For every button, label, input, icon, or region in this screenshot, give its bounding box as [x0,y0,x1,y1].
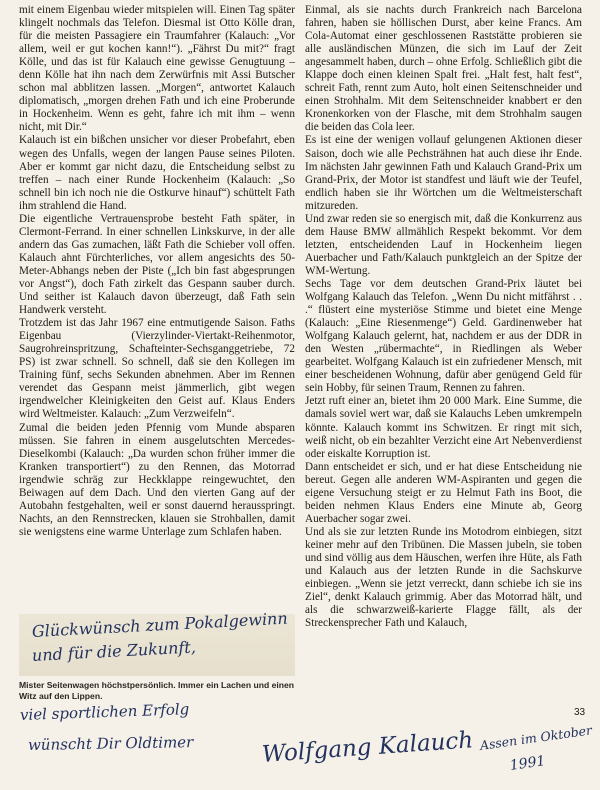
article-paragraph: Jetzt ruft einer an, bietet ihm 20 000 Mark. Eine Summe, die damals soviel wert war, daß sie Kalauchs Leben umkrempeln könnte. Kalauch kommt ins Schwitzen. Er ringt mit sich, weiß nicht, ob ein bezahlter Verzicht eine Art Nebenverdienst oder eiskalte Korruption ist. [305,395,582,460]
article-paragraph: Einmal, als sie nachts durch Frankreich nach Barcelona fahren, haben sie höllischen Durst, aber keine Francs. Am Cola-Automat einer geschlossenen Raststätte probieren sie alle ausländischen Münzen, die sich im Lauf der Zeit angesammelt haben, durch – ohne Erfolg. Schließlich gibt die Klappe doch einen kleinen Spalt frei. „Halt fest, halt fest“, schreit Fath, rennt zum Auto, holt einen Seitenschneider und einen Strohhalm. Mit dem Seitenschneider knabbert er den Kronenkorken von der Flasche, mit dem Strohhalm saugen die beiden das Cola leer. [305,4,582,134]
handwritten-dedication-line-4: wünscht Dir Oldtimer [27,733,194,754]
handwritten-place-note: Assen im Oktober [478,722,593,753]
article-paragraph: Und zwar reden sie so energisch mit, daß die Konkurrenz aus dem Hause BMW allmählich Respekt bekommt. Vor dem letzten, entscheidenden Lauf in Hockenheim liegen Auerbacher und Fath/Kalauch punktgleich an der Spitze der WM-Wertung. [305,212,582,277]
article-paragraph: Die eigentliche Vertrauensprobe besteht Fath später, in Clermont-Ferrand. In einer schnellen Linkskurve, in der alle andern das Gas zumachen, läßt Fath die Schieber voll offen. Kalauch ahnt Fürchterliches, vor allem angesichts des 50-Meter-Abhangs neben der Piste („Ich bin fast abgesprungen vor Angst“), doch Fath zirkelt das Gespann sauber durch. Und seither ist Kalauch davon überzeugt, daß Fath sein Handwerk versteht. [19,212,295,317]
handwritten-dedication-line-1: Glückwünsch zum Pokalgewinn [31,608,289,641]
article-paragraph: Trotzdem ist das Jahr 1967 eine entmutigende Saison. Faths Eigenbau (Vierzylinder-Viertakt-Reihenmotor, Saugrohreinspritzung, Schafteinter-Sechsganggetriebe, 72 PS) ist zwar schnell. So schnell, daß sie den Kollegen im Training fünf, sechs Sekunden abnehmen. Aber im Rennen verendet das Gespann meist jämmerlich, gibt wegen irgendwelcher Kleinigkeiten den Geist auf. Klaus Enders wird Weltmeister. Kalauch: „Zum Verzweifeln“. [19,317,295,421]
handwritten-dedication-line-2: und für die Zukunft, [31,637,197,665]
article-paragraph: Dann entscheidet er sich, und er hat diese Entscheidung nie bereut. Gegen alle anderen WM-Aspiranten und gegen die eigene Versuchung steigt er zu Helmut Fath ins Boot, die beiden nehmen Klaus Enders eine Minute ab, Georg Auerbacher sogar zwei. [305,460,582,525]
article-paragraph: Zumal die beiden jeden Pfennig vom Munde absparen müssen. Sie fahren in einem ausgelutschten Mercedes-Dieselkombi (Kalauch: „Da wurden schon früher immer die Kranken transportiert“) zu den Rennen, das Motorrad irgendwie schräg zur Heckklappe reingewuchtet, den Beiwagen auf dem Dach. Und den vierten Gang auf der Autobahn festgehalten, weil er sonst dauernd herausspringt. Nachts, an den Rennstrecken, klauen sie Strohballen, damit sie wenigstens eine warme Unterlage zum Schlafen haben. [19,421,295,538]
article-paragraph: Es ist eine der wenigen vollauf gelungenen Aktionen dieser Saison, doch wie alle Pechsträhnen hat auch diese ihr Ende. Im nächsten Jahr gewinnen Fath und Kalauch Grand-Prix um Grand-Prix, der Motor ist standfest und läuft wie der Teufel, endlich haben sie ihr Wörtchen um die Weltmeisterschaft mitzureden. [305,134,582,212]
page-number: 33 [574,707,586,718]
handwritten-signature: Wolfgang Kalauch [261,727,474,768]
article-paragraph: mit einem Eigenbau wieder mitspielen will. Einen Tag später klingelt nochmals das Telefon. Diesmal ist Otto Kölle dran, für die meisten Passagiere ein Traumfahrer (Kalauch: „Vor allem, weil er gut kochen kann!“). „Fährst Du mit?“ fragt Kölle, und das ist für Kalauch eine gewisse Genugtuung – denn Kölle hat ihn nach dem Zerwürfnis mit Assi Butscher schon mal abblitzen lassen. „Morgen“, antwortet Kalauch diplomatisch, „morgen drehen Fath und ich eine Proberunde in Hockenheim. Wenn es geht, fahre ich mit ihm – wenn nicht, mit Dir.“ [19,4,295,134]
article-paragraph: Sechs Tage vor dem deutschen Grand-Prix läutet bei Wolfgang Kalauch das Telefon. „Wenn Du nicht mitfährst . . .“ flüstert eine mysteriöse Stimme und bietet eine Menge (Kalauch: „Eine Riesenmenge“) Geld. Gardinenweber hat Wolfgang Kalauch gelernt, hat, nachdem er aus der DDR in den Westen „rübermachte“, in Riedlingen als Weber gearbeitet. Wolfgang Kalauch ist ein zufriedener Mensch, mit einer bescheidenen Wohnung, dafür aber genügend Geld für sein Hobby, für seinen Traum, Rennen zu fahren. [305,277,582,395]
article-column-left [19,4,295,539]
handwritten-dedication-line-3: viel sportlichen Erfolg [19,700,190,724]
handwritten-year-note: 1991 [508,753,547,774]
article-paragraph: Und als sie zur letzten Runde ins Motodrom einbiegen, sitzt keiner mehr auf den Tribünen. Die Massen jubeln, sie toben und sind völlig aus dem Häuschen, werfen ihre Hüte, als Fath und Kalauch aus der letzten Runde in die Sachskurve einbiegen. „Wenn sie jetzt verreckt, dann schiebe ich sie ins Ziel“, denkt Kalauch grimmig. Aber das Motorrad hält, und als die schwarzweiß-karierte Flagge fällt, als der Streckensprecher Fath und Kalauch, [305,525,582,630]
article-paragraph: Kalauch ist ein bißchen unsicher vor dieser Probefahrt, eben wegen des Unfalls, wegen der langen Pause seines Piloten. Aber er kommt gar nicht dazu, die Entscheidung selbst zu treffen – nach einer Runde Hockenheim (Kalauch: „So schnell bin ich noch nie die Ostkurve hinauf“) schüttelt Fath ihm strahlend die Hand. [19,134,295,212]
article-column-right [305,4,582,630]
photo-caption: Mister Seitenwagen höchstpersönlich. Immer ein Lachen und einen Witz auf den Lippen. [19,680,295,701]
